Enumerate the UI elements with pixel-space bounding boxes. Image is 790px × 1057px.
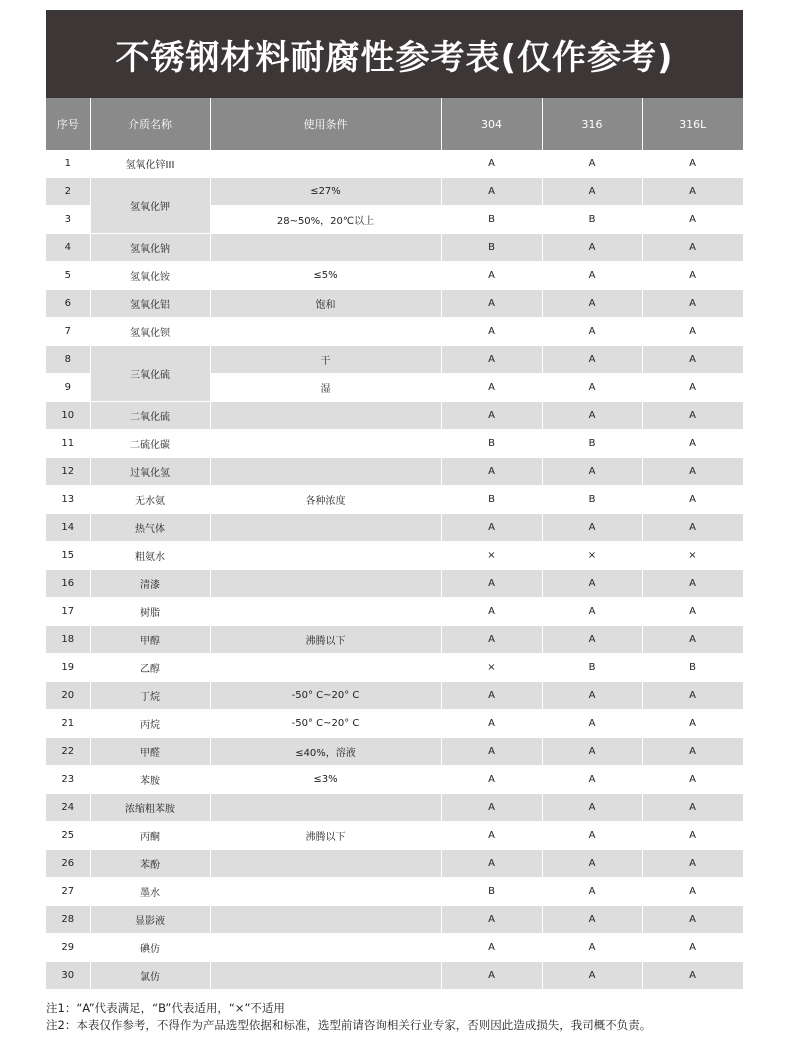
rating-316l: B (642, 654, 743, 682)
rating-304: A (441, 318, 542, 346)
medium-name: 丁烷 (90, 682, 210, 710)
rating-304: A (441, 766, 542, 794)
rating-316: A (542, 262, 642, 290)
medium-name: 氢氧化锌III (90, 150, 210, 178)
medium-name: 热气体 (90, 514, 210, 542)
rating-316: A (542, 402, 642, 430)
table-row (46, 738, 743, 766)
row-index: 15 (46, 542, 90, 570)
rating-304: A (441, 178, 542, 206)
rating-316l: A (642, 290, 743, 318)
table-row (46, 542, 743, 570)
table-row (46, 962, 743, 990)
table-row (46, 346, 743, 374)
medium-name: 二硫化碳 (90, 430, 210, 458)
condition-cell (210, 542, 441, 570)
rating-316l: A (642, 598, 743, 626)
medium-name: 粗氨水 (90, 542, 210, 570)
row-index: 8 (46, 346, 90, 374)
row-index: 14 (46, 514, 90, 542)
condition-cell: ≤27% (210, 178, 441, 206)
rating-304: B (441, 234, 542, 262)
rating-316: A (542, 150, 642, 178)
medium-name: 氢氧化铝 (90, 290, 210, 318)
condition-cell: 饱和 (210, 290, 441, 318)
rating-304: A (441, 598, 542, 626)
row-index: 30 (46, 962, 90, 990)
condition-cell: 干 (210, 346, 441, 374)
rating-316l: A (642, 682, 743, 710)
rating-304: B (441, 206, 542, 234)
rating-316l: A (642, 262, 743, 290)
table-row (46, 486, 743, 514)
medium-name: 氢氧化钾 (90, 178, 210, 234)
rating-316: A (542, 290, 642, 318)
rating-316l: A (642, 150, 743, 178)
rating-316: B (542, 486, 642, 514)
rating-304: A (441, 374, 542, 402)
table-row (46, 318, 743, 346)
table-row (46, 682, 743, 710)
rating-316l: A (642, 430, 743, 458)
rating-316: A (542, 178, 642, 206)
rating-304: × (441, 654, 542, 682)
medium-name: 丙酮 (90, 822, 210, 850)
rating-304: B (441, 878, 542, 906)
row-index: 21 (46, 710, 90, 738)
medium-name: 乙醇 (90, 654, 210, 682)
table-row (46, 178, 743, 206)
rating-316l: A (642, 234, 743, 262)
row-index: 11 (46, 430, 90, 458)
rating-316: A (542, 766, 642, 794)
rating-316l: A (642, 178, 743, 206)
medium-name: 丙烷 (90, 710, 210, 738)
row-index: 23 (46, 766, 90, 794)
rating-304: A (441, 262, 542, 290)
table-row (46, 766, 743, 794)
condition-cell: ≤40%，溶液 (210, 738, 441, 766)
row-index: 22 (46, 738, 90, 766)
row-index: 1 (46, 150, 90, 178)
rating-316: B (542, 654, 642, 682)
row-index: 26 (46, 850, 90, 878)
rating-316l: A (642, 738, 743, 766)
condition-cell (210, 962, 441, 990)
condition-cell (210, 794, 441, 822)
rating-304: A (441, 570, 542, 598)
rating-316l: A (642, 934, 743, 962)
row-index: 18 (46, 626, 90, 654)
row-index: 9 (46, 374, 90, 402)
table-row (46, 290, 743, 318)
header-condition: 使用条件 (210, 98, 441, 150)
header-316: 316 (542, 98, 642, 150)
condition-cell: -50° C~20° C (210, 710, 441, 738)
rating-316l: A (642, 206, 743, 234)
rating-316: A (542, 738, 642, 766)
rating-316: A (542, 346, 642, 374)
medium-name: 甲醇 (90, 626, 210, 654)
row-index: 7 (46, 318, 90, 346)
rating-316l: A (642, 850, 743, 878)
rating-316l: A (642, 318, 743, 346)
rating-316: A (542, 374, 642, 402)
rating-316: A (542, 570, 642, 598)
medium-name: 碘仿 (90, 934, 210, 962)
medium-name: 苯酚 (90, 850, 210, 878)
condition-cell: ≤3% (210, 766, 441, 794)
row-index: 4 (46, 234, 90, 262)
rating-316: B (542, 430, 642, 458)
medium-name: 甲醛 (90, 738, 210, 766)
rating-316l: A (642, 570, 743, 598)
rating-304: B (441, 430, 542, 458)
rating-316: A (542, 458, 642, 486)
condition-cell (210, 850, 441, 878)
row-index: 13 (46, 486, 90, 514)
condition-cell: ≤5% (210, 262, 441, 290)
header-index: 序号 (46, 98, 90, 150)
rating-316: B (542, 206, 642, 234)
condition-cell (210, 570, 441, 598)
condition-cell (210, 878, 441, 906)
rating-304: × (441, 542, 542, 570)
table-row (46, 626, 743, 654)
condition-cell (210, 150, 441, 178)
table-row (46, 934, 743, 962)
table-row (46, 822, 743, 850)
rating-316: A (542, 850, 642, 878)
row-index: 19 (46, 654, 90, 682)
condition-cell (210, 430, 441, 458)
rating-304: A (441, 710, 542, 738)
row-index: 25 (46, 822, 90, 850)
medium-name: 浓缩粗苯胺 (90, 794, 210, 822)
medium-name: 树脂 (90, 598, 210, 626)
rating-304: A (441, 514, 542, 542)
rating-316l: × (642, 542, 743, 570)
rating-304: A (441, 738, 542, 766)
rating-304: A (441, 794, 542, 822)
rating-304: A (441, 934, 542, 962)
condition-cell (210, 234, 441, 262)
condition-cell: 湿 (210, 374, 441, 402)
table-row (46, 430, 743, 458)
medium-name: 氢氧化钠 (90, 234, 210, 262)
row-index: 27 (46, 878, 90, 906)
condition-cell (210, 654, 441, 682)
rating-304: A (441, 150, 542, 178)
table-body (46, 150, 743, 990)
header-316l: 316L (642, 98, 743, 150)
rating-304: A (441, 962, 542, 990)
rating-316: A (542, 598, 642, 626)
rating-304: A (441, 906, 542, 934)
rating-316: A (542, 710, 642, 738)
corrosion-table (46, 98, 744, 990)
rating-316: A (542, 822, 642, 850)
row-index: 29 (46, 934, 90, 962)
table-row (46, 598, 743, 626)
note-1: 注1：“A”代表满足，“B”代表适用，“×”不适用 (46, 1001, 285, 1015)
condition-cell: 沸腾以下 (210, 822, 441, 850)
rating-316l: A (642, 374, 743, 402)
medium-name: 显影液 (90, 906, 210, 934)
note-2: 注2：本表仅作参考，不得作为产品选型依据和标准，选型前请咨询相关行业专家，否则因此造成损失，我司概不负责。 (46, 1018, 652, 1032)
table-row (46, 850, 743, 878)
table-row (46, 514, 743, 542)
rating-316l: A (642, 346, 743, 374)
row-index: 24 (46, 794, 90, 822)
medium-name: 墨水 (90, 878, 210, 906)
table-row (46, 262, 743, 290)
condition-cell (210, 906, 441, 934)
rating-316: A (542, 682, 642, 710)
rating-304: A (441, 822, 542, 850)
rating-316l: A (642, 822, 743, 850)
table-row (46, 234, 743, 262)
rating-316: A (542, 906, 642, 934)
table-row (46, 458, 743, 486)
medium-name: 三氧化硫 (90, 346, 210, 402)
rating-316: A (542, 318, 642, 346)
header-medium: 介质名称 (90, 98, 210, 150)
row-index: 17 (46, 598, 90, 626)
rating-316l: A (642, 794, 743, 822)
medium-name: 无水氨 (90, 486, 210, 514)
notes (46, 1000, 651, 1034)
rating-304: A (441, 402, 542, 430)
medium-name: 氯仿 (90, 962, 210, 990)
rating-316: A (542, 234, 642, 262)
rating-316l: A (642, 962, 743, 990)
rating-316l: A (642, 906, 743, 934)
row-index: 5 (46, 262, 90, 290)
rating-304: A (441, 458, 542, 486)
rating-316: A (542, 626, 642, 654)
medium-name: 过氧化氢 (90, 458, 210, 486)
rating-316l: A (642, 514, 743, 542)
rating-316: A (542, 878, 642, 906)
rating-316: A (542, 514, 642, 542)
rating-304: B (441, 486, 542, 514)
row-index: 20 (46, 682, 90, 710)
condition-cell (210, 598, 441, 626)
rating-316l: A (642, 710, 743, 738)
rating-304: A (441, 290, 542, 318)
medium-name: 氢氧化钡 (90, 318, 210, 346)
table-row (46, 878, 743, 906)
rating-316l: A (642, 766, 743, 794)
table-row (46, 906, 743, 934)
table-row (46, 710, 743, 738)
medium-name: 二氧化硫 (90, 402, 210, 430)
table-row (46, 654, 743, 682)
rating-316: × (542, 542, 642, 570)
rating-304: A (441, 850, 542, 878)
row-index: 16 (46, 570, 90, 598)
rating-316l: A (642, 878, 743, 906)
row-index: 12 (46, 458, 90, 486)
condition-cell (210, 458, 441, 486)
rating-316l: A (642, 402, 743, 430)
rating-316: A (542, 934, 642, 962)
page-title: 不锈钢材料耐腐性参考表(仅作参考) (46, 10, 743, 98)
rating-316l: A (642, 486, 743, 514)
rating-304: A (441, 682, 542, 710)
table-row (46, 402, 743, 430)
condition-cell (210, 514, 441, 542)
table-row (46, 794, 743, 822)
rating-304: A (441, 346, 542, 374)
row-index: 3 (46, 206, 90, 234)
row-index: 10 (46, 402, 90, 430)
condition-cell (210, 934, 441, 962)
condition-cell: 沸腾以下 (210, 626, 441, 654)
table-row (46, 570, 743, 598)
medium-name: 清漆 (90, 570, 210, 598)
medium-name: 氢氧化铵 (90, 262, 210, 290)
rating-304: A (441, 626, 542, 654)
rating-316: A (542, 794, 642, 822)
rating-316l: A (642, 458, 743, 486)
condition-cell (210, 402, 441, 430)
condition-cell: -50° C~20° C (210, 682, 441, 710)
condition-cell (210, 318, 441, 346)
condition-cell: 各种浓度 (210, 486, 441, 514)
medium-name: 苯胺 (90, 766, 210, 794)
table-row (46, 150, 743, 178)
rating-316: A (542, 962, 642, 990)
row-index: 28 (46, 906, 90, 934)
row-index: 6 (46, 290, 90, 318)
row-index: 2 (46, 178, 90, 206)
condition-cell: 28~50%，20℃以上 (210, 206, 441, 234)
table-header-row (46, 98, 743, 150)
rating-316l: A (642, 626, 743, 654)
header-304: 304 (441, 98, 542, 150)
